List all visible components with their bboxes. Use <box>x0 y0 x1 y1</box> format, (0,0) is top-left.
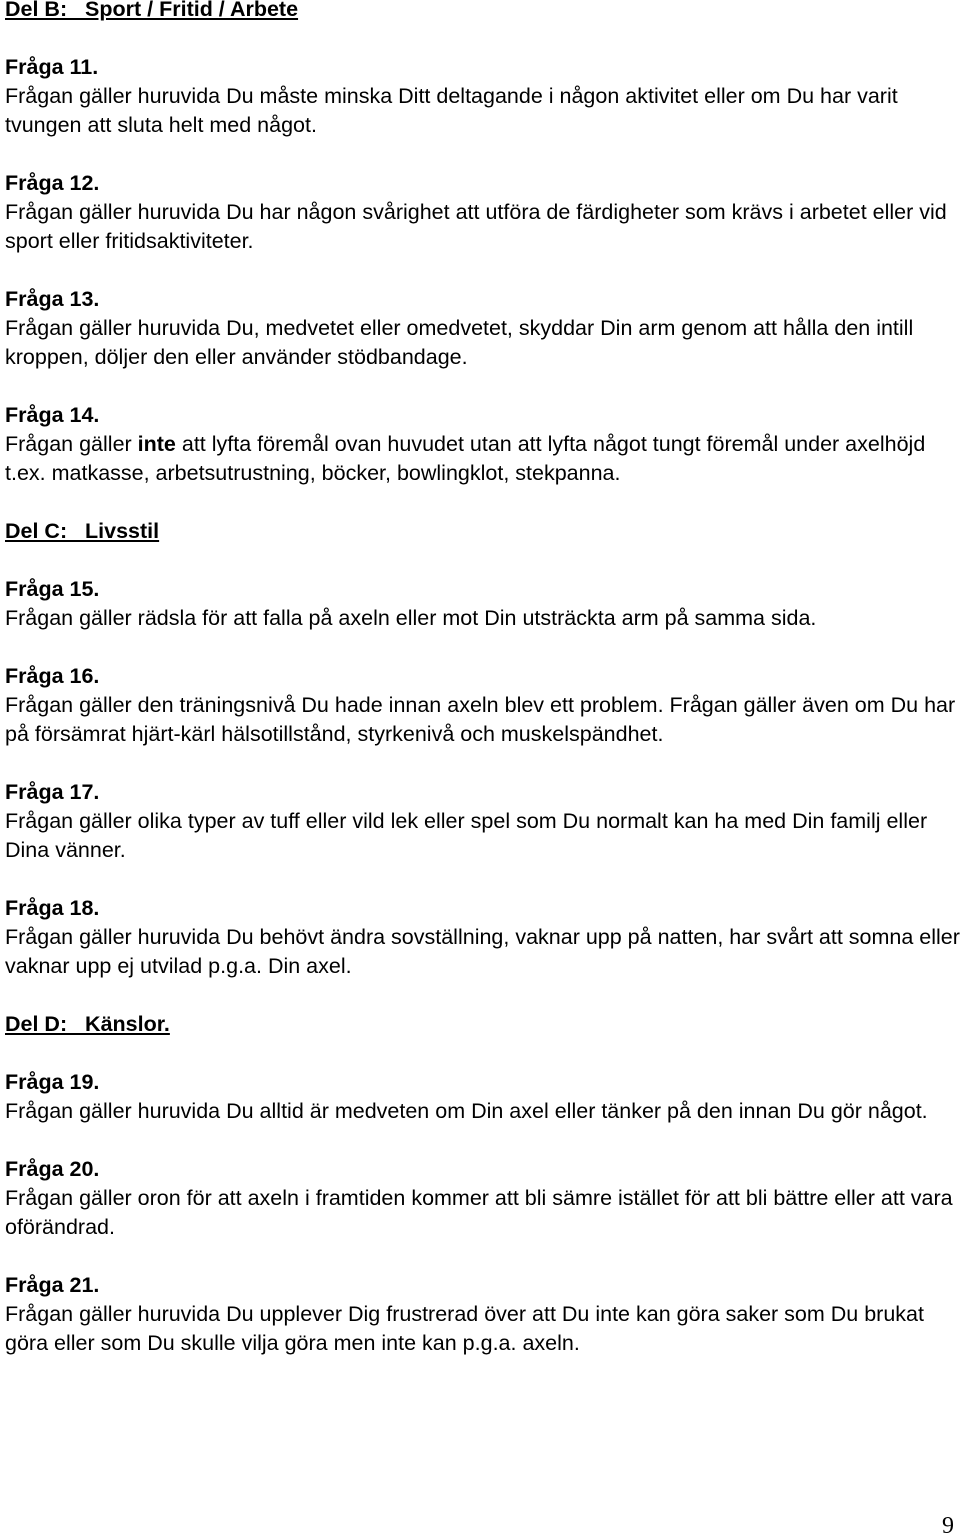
question-text: Frågan gäller olika typer av tuff eller vild lek eller spel som Du normalt kan ha med Din familj eller Dina vänner. <box>5 809 928 862</box>
question-18 <box>5 894 960 981</box>
question-text: Frågan gäller huruvida Du alltid är medveten om Din axel eller tänker på den innan Du gör något. <box>5 1099 928 1123</box>
question-title: Fråga 20. <box>5 1157 100 1181</box>
question-text-part: att lyfta föremål ovan huvudet utan att lyfta något tungt föremål under axelhöjd t.ex. matkasse, arbetsutrustning, böcker, bowlingklot, stekpanna. <box>5 432 926 485</box>
question-14 <box>5 401 960 488</box>
section-heading-b: Del B: Sport / Fritid / Arbete <box>5 0 299 21</box>
question-17 <box>5 778 960 865</box>
question-text: Frågan gäller huruvida Du, medvetet eller omedvetet, skyddar Din arm genom att hålla den intill kroppen, döljer den eller använder stödbandage. <box>5 316 914 369</box>
question-title: Fråga 18. <box>5 896 100 920</box>
question-title: Fråga 21. <box>5 1273 100 1297</box>
question-13 <box>5 285 960 372</box>
question-title: Fråga 15. <box>5 577 100 601</box>
section-heading-d: Del D: Känslor. <box>5 1012 170 1036</box>
question-title: Fråga 16. <box>5 664 100 688</box>
question-19 <box>5 1068 960 1126</box>
question-title: Fråga 11. <box>5 55 99 79</box>
question-text: Frågan gäller huruvida Du upplever Dig frustrerad över att Du inte kan göra saker som Du brukat göra eller som Du skulle vilja göra men inte kan p.g.a. axeln. <box>5 1302 924 1355</box>
question-title: Fråga 19. <box>5 1070 100 1094</box>
question-15 <box>5 575 960 633</box>
page-number: 9 <box>942 1513 954 1539</box>
question-12 <box>5 169 960 256</box>
question-16 <box>5 662 960 749</box>
question-21 <box>5 1271 960 1358</box>
question-text: Frågan gäller rädsla för att falla på axeln eller mot Din utsträckta arm på samma sida. <box>5 606 817 630</box>
question-text: Frågan gäller huruvida Du har någon svårighet att utföra de färdigheter som krävs i arbetet eller vid sport eller fritidsaktiviteter. <box>5 200 947 253</box>
question-title: Fråga 12. <box>5 171 100 195</box>
question-text: Frågan gäller huruvida Du måste minska Ditt deltagande i någon aktivitet eller om Du har varit tvungen att sluta helt med något. <box>5 84 898 137</box>
question-text-emphasis: inte <box>137 432 176 456</box>
section-heading-c: Del C: Livsstil <box>5 519 160 543</box>
question-text-part: Frågan gäller <box>5 432 138 456</box>
question-text: Frågan gäller oron för att axeln i framtiden kommer att bli sämre istället för att bli bättre eller att vara oförändrad. <box>5 1186 953 1239</box>
question-title: Fråga 14. <box>5 403 100 427</box>
question-title: Fråga 13. <box>5 287 100 311</box>
document-page <box>5 0 960 1387</box>
question-text: Frågan gäller den träningsnivå Du hade innan axeln blev ett problem. Frågan gäller även om Du har på försämrat hjärt-kärl hälsotillstånd, styrkenivå och muskelspändhet. <box>5 693 956 746</box>
question-text: Frågan gäller huruvida Du behövt ändra sovställning, vaknar upp på natten, har svårt att somna eller vaknar upp ej utvilad p.g.a. Din axel. <box>5 925 960 978</box>
question-title: Fråga 17. <box>5 780 100 804</box>
question-20 <box>5 1155 960 1242</box>
question-text <box>5 430 960 488</box>
question-11 <box>5 53 960 140</box>
